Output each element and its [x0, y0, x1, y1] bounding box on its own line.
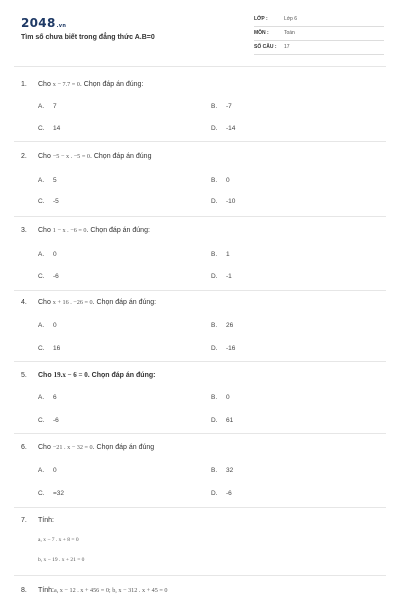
- header-divider: [14, 66, 386, 67]
- q6-option-b[interactable]: B. 32: [211, 467, 234, 474]
- question-6: 6. Cho −21 . x − 32 = 0. Chọn đáp án đúng: [21, 444, 155, 451]
- q3-option-b[interactable]: B. 1: [211, 251, 230, 258]
- q7-part-b: b, x − 19 . x + 21 = 0: [38, 557, 85, 563]
- question-5: 5. Cho 19.x − 6 = 0. Chọn đáp án đúng:: [21, 371, 156, 379]
- q5-option-d[interactable]: D. 61: [211, 417, 234, 424]
- worksheet-title: Tìm số chưa biết trong đẳng thức A.B=0: [21, 34, 155, 41]
- question-divider: [14, 507, 386, 508]
- q5-option-a[interactable]: A. 6: [38, 394, 57, 401]
- question-2: 2. Cho −5 − x . −5 = 0. Chọn đáp án đúng: [21, 153, 152, 160]
- meta-question-count: SỐ CÂU : 17: [254, 42, 384, 55]
- q1-option-b[interactable]: B. -7: [211, 103, 232, 110]
- question-divider: [14, 433, 386, 434]
- question-divider: [14, 141, 386, 142]
- q1-option-d[interactable]: D. -14: [211, 125, 236, 132]
- question-4: 4. Cho x + 16 . −26 = 0. Chọn đáp án đúng:: [21, 299, 157, 306]
- q2-option-d[interactable]: D. -10: [211, 198, 236, 205]
- question-3: 3. Cho 1 − x . −6 = 0. Chọn đáp án đúng:: [21, 227, 150, 234]
- q7-part-a: a, x − 7 . x + 8 = 0: [38, 537, 79, 543]
- q5-option-c[interactable]: C. -6: [38, 417, 59, 424]
- q6-option-a[interactable]: A. 0: [38, 467, 57, 474]
- question-7: 7. Tính:: [21, 517, 54, 524]
- question-divider: [14, 361, 386, 362]
- q3-option-c[interactable]: C. -6: [38, 273, 59, 280]
- q4-option-a[interactable]: A. 0: [38, 322, 57, 329]
- q3-option-a[interactable]: A. 0: [38, 251, 57, 258]
- meta-subject: MÔN : Toán: [254, 28, 384, 41]
- q2-option-a[interactable]: A. 5: [38, 177, 57, 184]
- q3-option-d[interactable]: D. -1: [211, 273, 232, 280]
- question-divider: [14, 216, 386, 217]
- q1-option-a[interactable]: A. 7: [38, 103, 57, 110]
- q4-option-b[interactable]: B. 26: [211, 322, 234, 329]
- q6-option-d[interactable]: D. -6: [211, 490, 232, 497]
- q5-option-b[interactable]: B. 0: [211, 394, 230, 401]
- q4-option-c[interactable]: C. 16: [38, 345, 61, 352]
- site-logo[interactable]: 2048.vn: [21, 16, 67, 30]
- q2-option-c[interactable]: C. -5: [38, 198, 59, 205]
- q1-option-c[interactable]: C. 14: [38, 125, 61, 132]
- question-divider: [14, 575, 386, 576]
- question-divider: [14, 290, 386, 291]
- worksheet-header: [0, 0, 400, 66]
- meta-grade: LỚP : Lớp 6: [254, 14, 384, 27]
- question-1: 1. Cho x − 7.7 = 0. Chọn đáp án đúng:: [21, 81, 144, 88]
- q6-option-c[interactable]: C. =32: [38, 490, 65, 497]
- question-8: 8. Tính:a, x − 12 . x + 456 = 0; b, x − 312 . x + 45 = 0: [21, 587, 168, 594]
- q2-option-b[interactable]: B. 0: [211, 177, 230, 184]
- q4-option-d[interactable]: D. -16: [211, 345, 236, 352]
